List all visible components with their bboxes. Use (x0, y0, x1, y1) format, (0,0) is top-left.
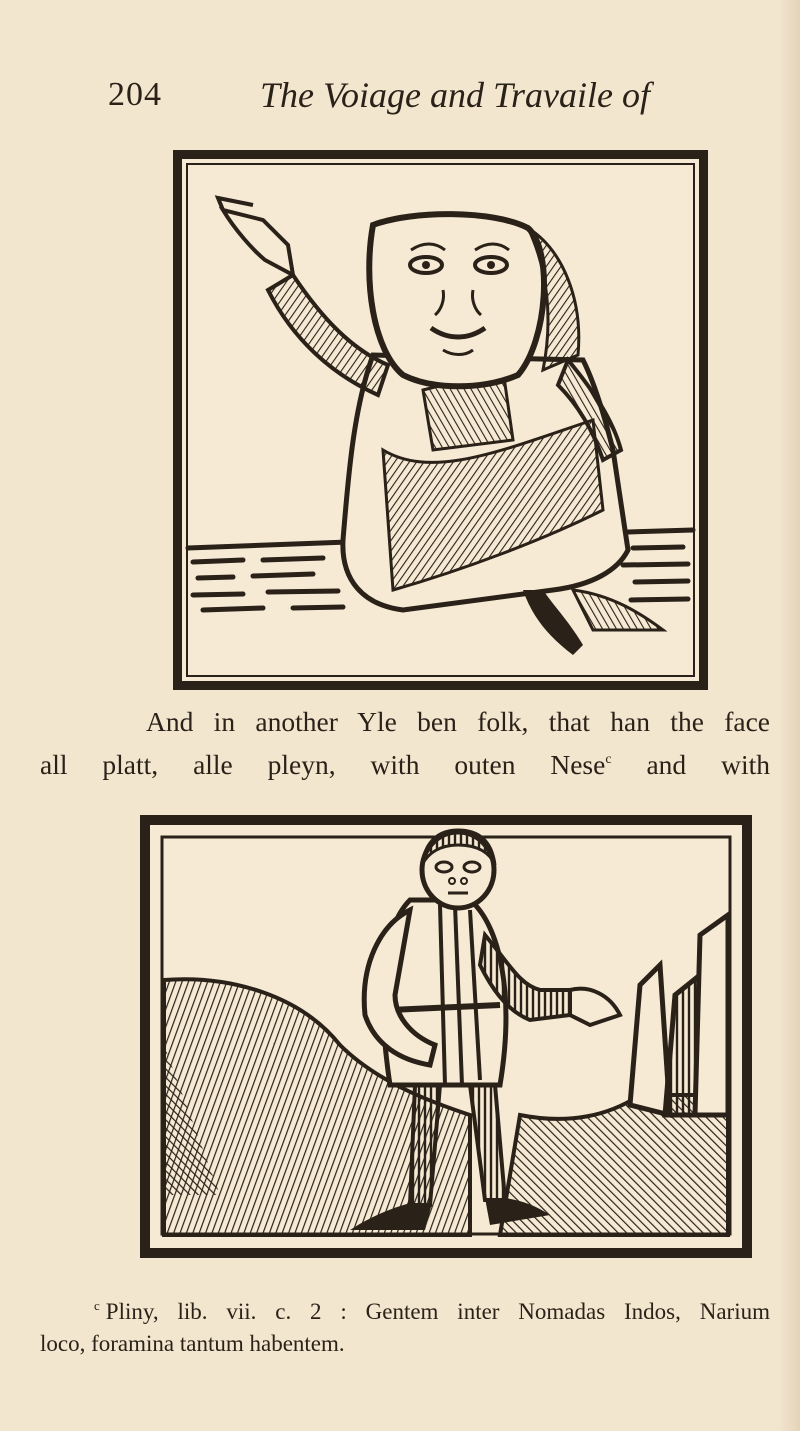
page-edge-shadow (778, 0, 800, 1431)
footnote-line-1 (40, 1290, 770, 1328)
running-head: The Voiage and Travaile of (260, 75, 650, 115)
footnote-line-1-text: Pliny, lib. vii. c. 2 : Gentem inter Nomadas Indos, Narium (105, 1299, 770, 1324)
footnote (40, 1290, 770, 1360)
footnote-line-2: loco, foramina tantum habentem. (40, 1331, 345, 1356)
body-line-2-end: and with (611, 749, 770, 780)
footnote-reference: c (605, 752, 612, 767)
woodcut-folk-with-flat-face (173, 150, 708, 690)
body-line-1: And in another Yle ben folk, that han the face (146, 706, 770, 737)
woodcut-1-drawing (173, 150, 708, 690)
page-number: 204 (108, 76, 162, 113)
body-line-2 (40, 741, 770, 784)
page-header (108, 72, 668, 120)
woodcut-man-without-nose (140, 815, 752, 1258)
body-line-2-text: all platt, alle pleyn, with outen Nese (40, 749, 606, 780)
woodcut-2-drawing (140, 815, 752, 1258)
footnote-marker: c (94, 1298, 100, 1313)
body-text (40, 703, 770, 784)
